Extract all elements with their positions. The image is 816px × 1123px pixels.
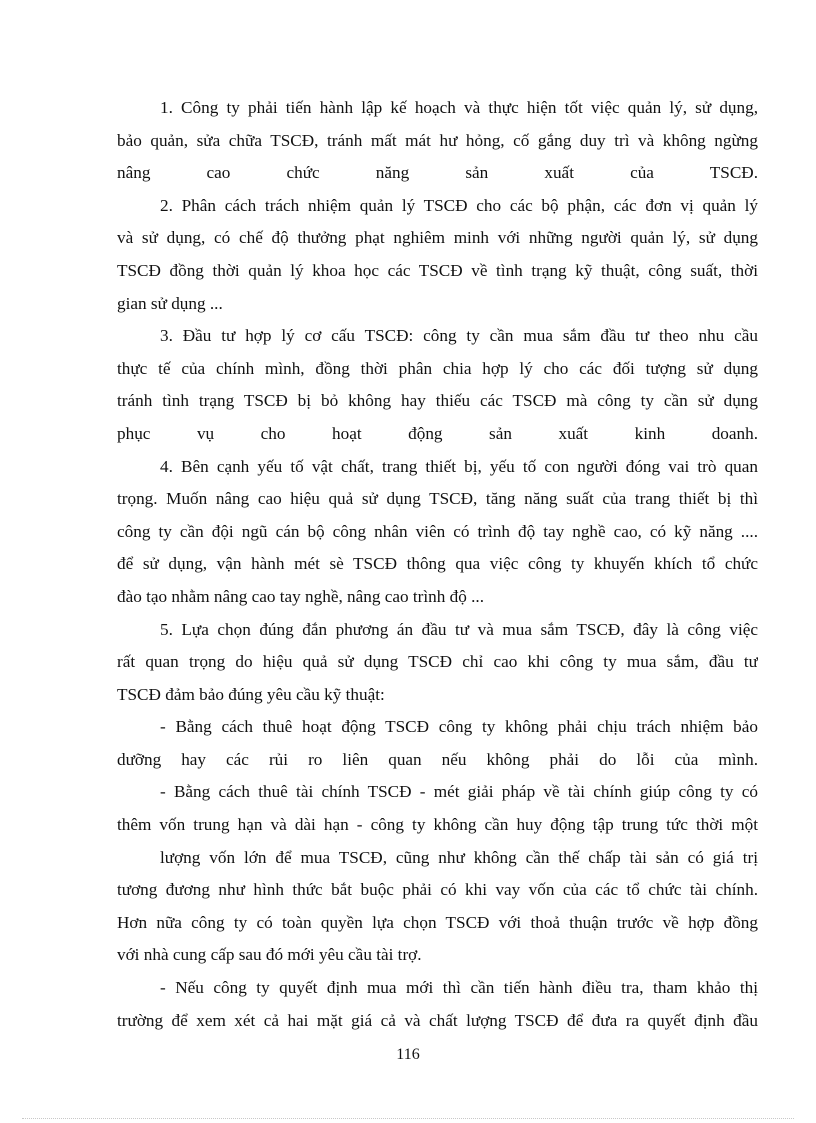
page-number: 116 <box>396 1046 420 1063</box>
text-line: với nhà cung cấp sau đó mới yêu cầu tài trợ. <box>117 945 422 965</box>
text-line: lượng vốn lớn để mua TSCĐ, cũng như không cần thế chấp tài sản có giá trị <box>160 847 758 867</box>
text-line: - Bằng cách thuê hoạt động TSCĐ công ty không phải chịu trách nhiệm bảo <box>160 717 758 737</box>
text-line: trường để xem xét cả hai mặt giá cả và chất lượng TSCĐ để đưa ra quyết định đầu <box>117 1010 758 1030</box>
text-line: và sử dụng, có chế độ thưởng phạt nghiêm minh với những người quản lý, sử dụng <box>117 228 758 248</box>
text-line: bảo quản, sửa chữa TSCĐ, tránh mất mát hư hỏng, cố gắng duy trì và không ngừng <box>117 130 758 150</box>
body-text <box>117 92 758 1037</box>
text-line: TSCĐ đồng thời quản lý khoa học các TSCĐ về tình trạng kỹ thuật, công suất, thời <box>117 260 758 280</box>
text-line: trọng. Muốn nâng cao hiệu quả sử dụng TSCĐ, tăng năng suất của trang thiết bị thì <box>117 489 758 509</box>
text-line: tương đương như hình thức bắt buộc phải có khi vay vốn của các tổ chức tài chính. <box>117 880 758 900</box>
text-line: TSCĐ đảm bảo đúng yêu cầu kỹ thuật: <box>117 684 385 704</box>
text-line: 1. Công ty phải tiến hành lập kế hoạch và thực hiện tốt việc quản lý, sử dụng, <box>160 98 758 117</box>
text-line: 2. Phân cách trách nhiệm quản lý TSCĐ cho các bộ phận, các đơn vị quản lý <box>160 195 758 215</box>
text-line: Hơn nữa công ty có toàn quyền lựa chọn TSCĐ với thoả thuận trước về hợp đồng <box>117 912 758 932</box>
text-line: dưỡng hay các rủi ro liên quan nếu không phải do lỗi của mình. <box>117 749 758 769</box>
text-line: gian sử dụng ... <box>117 293 223 313</box>
text-line: nâng cao chức năng sản xuất của TSCĐ. <box>117 163 758 183</box>
text-line: - Bằng cách thuê tài chính TSCĐ - mét giải pháp về tài chính giúp công ty có <box>160 782 758 802</box>
text-line: 4. Bên cạnh yếu tố vật chất, trang thiết bị, yếu tố con người đóng vai trò quan <box>160 456 758 476</box>
page-bottom-rule <box>22 1118 794 1119</box>
text-line: rất quan trọng do hiệu quả sử dụng TSCĐ chỉ cao khi công ty mua sắm, đầu tư <box>117 652 758 672</box>
text-line: 3. Đầu tư hợp lý cơ cấu TSCĐ: công ty cần mua sắm đầu tư theo nhu cầu <box>160 326 758 346</box>
text-line: đào tạo nhằm nâng cao tay nghề, nâng cao trình độ ... <box>117 586 485 606</box>
text-line: thêm vốn trung hạn và dài hạn - công ty không cần huy động tập trung tức thời một <box>117 815 758 835</box>
text-line: 5. Lựa chọn đúng đắn phương án đầu tư và mua sắm TSCĐ, đây là công việc <box>160 619 758 639</box>
text-line: - Nếu công ty quyết định mua mới thì cần tiến hành điều tra, tham khảo thị <box>160 978 758 998</box>
text-line: thực tế của chính mình, đồng thời phân chia hợp lý cho các đối tượng sử dụng <box>117 358 758 378</box>
text-line: tránh tình trạng TSCĐ bị bỏ không hay thiếu các TSCĐ mà công ty cần sử dụng <box>117 391 758 411</box>
text-line: công ty cần đội ngũ cán bộ công nhân viên có trình độ tay nghề cao, có kỹ năng .... <box>117 521 758 541</box>
text-line: để sử dụng, vận hành mét sè TSCĐ thông qua việc công ty khuyến khích tổ chức <box>117 554 758 574</box>
text-line: phục vụ cho hoạt động sản xuất kinh doanh. <box>117 423 758 443</box>
